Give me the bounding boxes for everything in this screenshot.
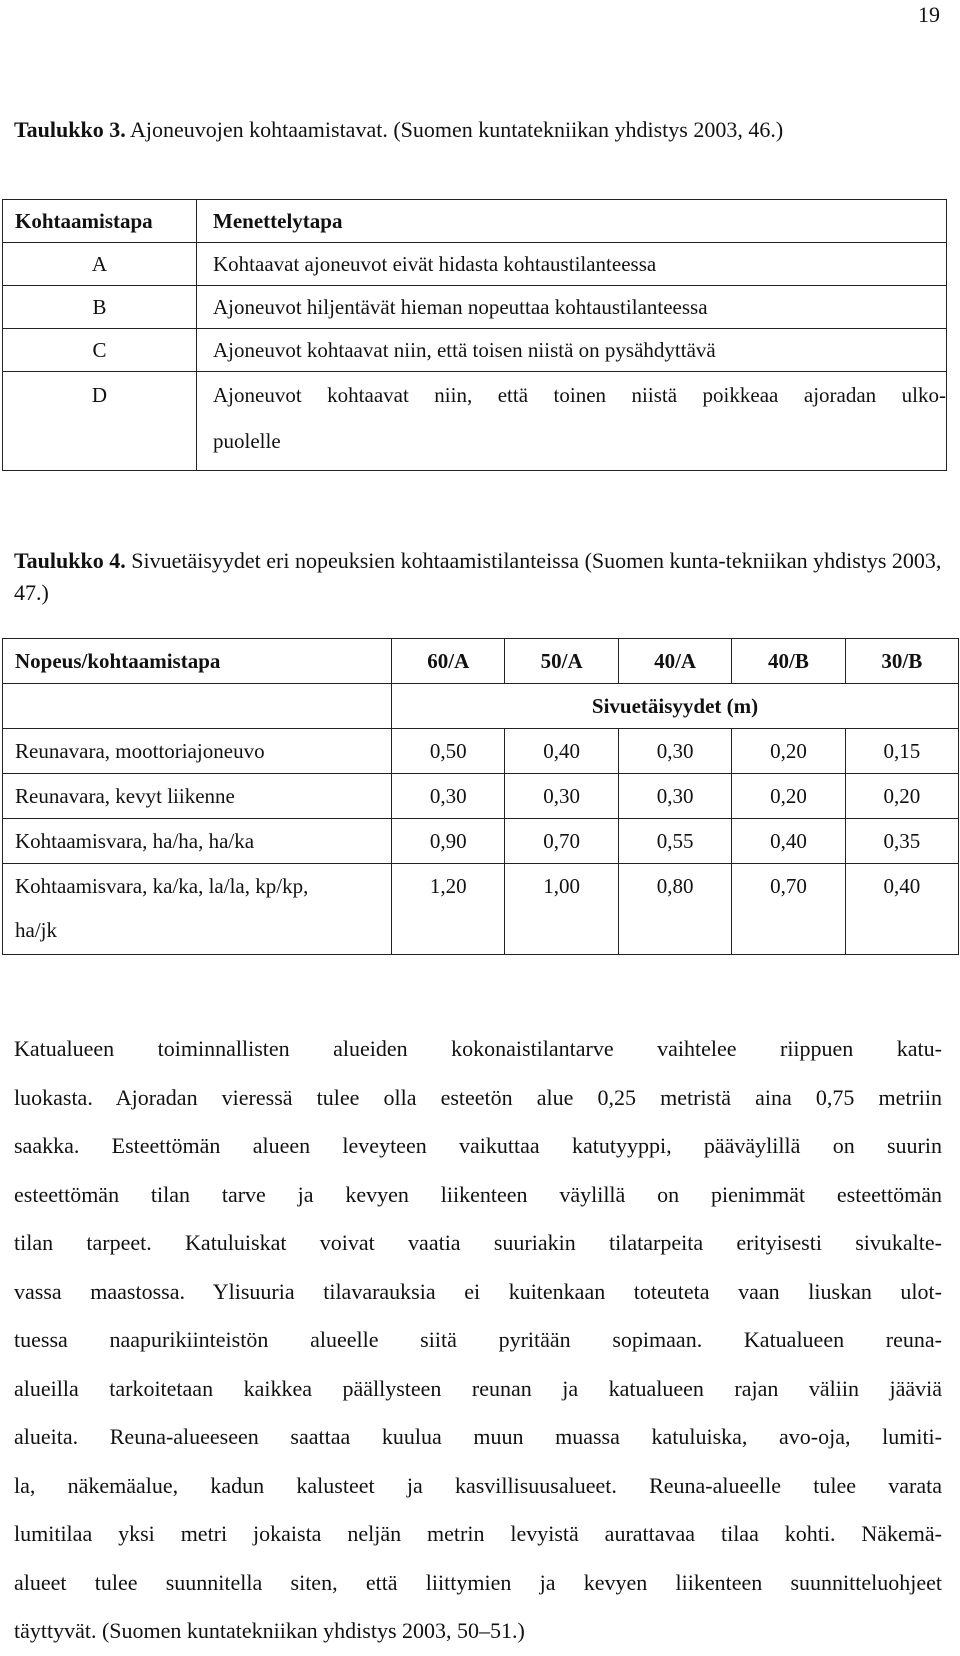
table3-header-menettelytapa: Menettelytapa <box>197 200 947 243</box>
table3-header-kohtaamistapa: Kohtaamistapa <box>3 200 197 243</box>
paragraph-line: vassa maastossa. Ylisuuria tilavarauksia ei kuitenkaan toteuteta vaan liuskan ulot- <box>14 1278 942 1304</box>
table3-desc: Ajoneuvot kohtaavat niin, että toinen niistä poikkeaa ajoradan ulko- <box>213 383 946 407</box>
table4-cell: 0,35 <box>845 819 958 864</box>
table4-cell: 0,30 <box>392 774 505 819</box>
table4-caption-text: Sivuetäisyydet eri nopeuksien kohtaamistilanteissa (Suomen kunta-tekniikan yhdistys 2003, 47.) <box>14 548 942 605</box>
table4-cell: 0,50 <box>392 729 505 774</box>
table4-cell: 0,55 <box>618 819 731 864</box>
table3-desc: Kohtaavat ajoneuvot eivät hidasta kohtaustilanteessa <box>197 243 947 286</box>
paragraph-line: alueita. Reuna-alueeseen saattaa kuulua muun muassa katuluiska, avo-oja, lumiti- <box>14 1424 942 1449</box>
table4-cell: 0,70 <box>505 819 618 864</box>
table4-cell: 0,40 <box>732 819 845 864</box>
table4-cell: 1,00 <box>505 864 618 955</box>
table3-desc-multiline <box>197 372 947 471</box>
paragraph-line: saakka. Esteettömän alueen leveyteen vaikuttaa katutyyppi, pääväylillä on suurin <box>14 1133 942 1158</box>
table3-code: B <box>3 286 197 329</box>
table4-cell: 0,20 <box>732 729 845 774</box>
table4-cell: 0,30 <box>618 729 731 774</box>
table3-desc: Ajoneuvot hiljentävät hieman nopeuttaa kohtaustilanteessa <box>197 286 947 329</box>
table4-row-label: Kohtaamisvara, ha/ha, ha/ka <box>3 819 392 864</box>
table4-cell: 0,80 <box>618 864 731 955</box>
table4-header-col: 30/B <box>845 639 958 684</box>
page-number: 19 <box>918 2 940 27</box>
table4-cell: 0,15 <box>845 729 958 774</box>
table4-subheader-row <box>3 684 959 729</box>
table3-code: D <box>3 372 197 471</box>
table-row <box>3 819 959 864</box>
paragraph-line: Katualueen toiminnallisten alueiden kokonaistilantarve vaihtelee riippuen katu- <box>14 1036 942 1061</box>
table4-row-label: Reunavara, moottoriajoneuvo <box>3 729 392 774</box>
table-row <box>3 243 947 286</box>
table4-row-label: Kohtaamisvara, ka/ka, la/la, kp/kp, <box>15 874 309 898</box>
table4-row-label-continued: ha/jk <box>15 918 57 942</box>
table4-cell: 0,20 <box>845 774 958 819</box>
table4-cell: 0,90 <box>392 819 505 864</box>
table4-cell: 0,20 <box>732 774 845 819</box>
table4-header-row <box>3 639 959 684</box>
paragraph-line: la, näkemäalue, kadun kalusteet ja kasvillisuusalueet. Reuna-alueelle tulee varata <box>14 1472 942 1498</box>
paragraph-line: lumitilaa yksi metri jokaista neljän metrin levyistä aurattavaa tilaa kohti. Näkemä- <box>14 1521 942 1546</box>
table4-cell: 0,30 <box>618 774 731 819</box>
table4-cell: 0,40 <box>845 864 958 955</box>
table4-cell: 0,30 <box>505 774 618 819</box>
table3-code: A <box>3 243 197 286</box>
table3-header-row <box>3 200 947 243</box>
body-paragraph <box>14 1025 942 1656</box>
table-row <box>3 864 959 955</box>
table-row <box>3 729 959 774</box>
table3-caption-text: Ajoneuvojen kohtaamistavat. (Suomen kuntatekniikan yhdistys 2003, 46.) <box>125 117 784 142</box>
paragraph-line: alueilla tarkoitetaan kaikkea päällysteen reunan ja katualueen rajan väliin jääviä <box>14 1375 942 1401</box>
table-row <box>3 372 947 471</box>
paragraph-line: täyttyvät. (Suomen kuntatekniikan yhdistys 2003, 50–51.) <box>14 1618 525 1643</box>
table4-cell: 0,70 <box>732 864 845 955</box>
table4-caption-label: Taulukko 4. <box>14 548 126 573</box>
table4-header-col: 40/B <box>732 639 845 684</box>
table4-subheader-blank <box>3 684 392 729</box>
table4-header-col: 40/A <box>618 639 731 684</box>
table-row <box>3 286 947 329</box>
paragraph-line: tilan tarpeet. Katuluiskat voivat vaatia suuriakin tilatarpeita erityisesti sivukalte- <box>14 1230 942 1255</box>
table4-row-label: Reunavara, kevyt liikenne <box>3 774 392 819</box>
table4-row-label-multiline <box>3 864 392 955</box>
table4 <box>2 638 959 955</box>
paragraph-line: esteettömän tilan tarve ja kevyen liikenteen väylillä on pienimmät esteettömän <box>14 1181 942 1207</box>
paragraph-line: tuessa naapurikiinteistön alueelle siitä pyritään sopimaan. Katualueen reuna- <box>14 1327 942 1352</box>
table3-caption-label: Taulukko 3. <box>14 117 126 142</box>
table4-cell: 0,40 <box>505 729 618 774</box>
table3 <box>2 199 947 471</box>
table-row <box>3 774 959 819</box>
table4-header-label: Nopeus/kohtaamistapa <box>3 639 392 684</box>
paragraph-line: alueet tulee suunnitella siten, että liittymien ja kevyen liikenteen suunnitteluohjeet <box>14 1569 942 1595</box>
table4-header-col: 60/A <box>392 639 505 684</box>
paragraph-line: luokasta. Ajoradan vieressä tulee olla esteetön alue 0,25 metristä aina 0,75 metriin <box>14 1084 942 1110</box>
table3-code: C <box>3 329 197 372</box>
table3-desc-continued: puolelle <box>213 429 281 453</box>
table3-caption <box>14 114 942 146</box>
table4-header-col: 50/A <box>505 639 618 684</box>
table-row <box>3 329 947 372</box>
table4-caption <box>14 545 942 609</box>
table4-cell: 1,20 <box>392 864 505 955</box>
table3-desc: Ajoneuvot kohtaavat niin, että toisen niistä on pysähdyttävä <box>197 329 947 372</box>
table4-subheader: Sivuetäisyydet (m) <box>392 684 959 729</box>
